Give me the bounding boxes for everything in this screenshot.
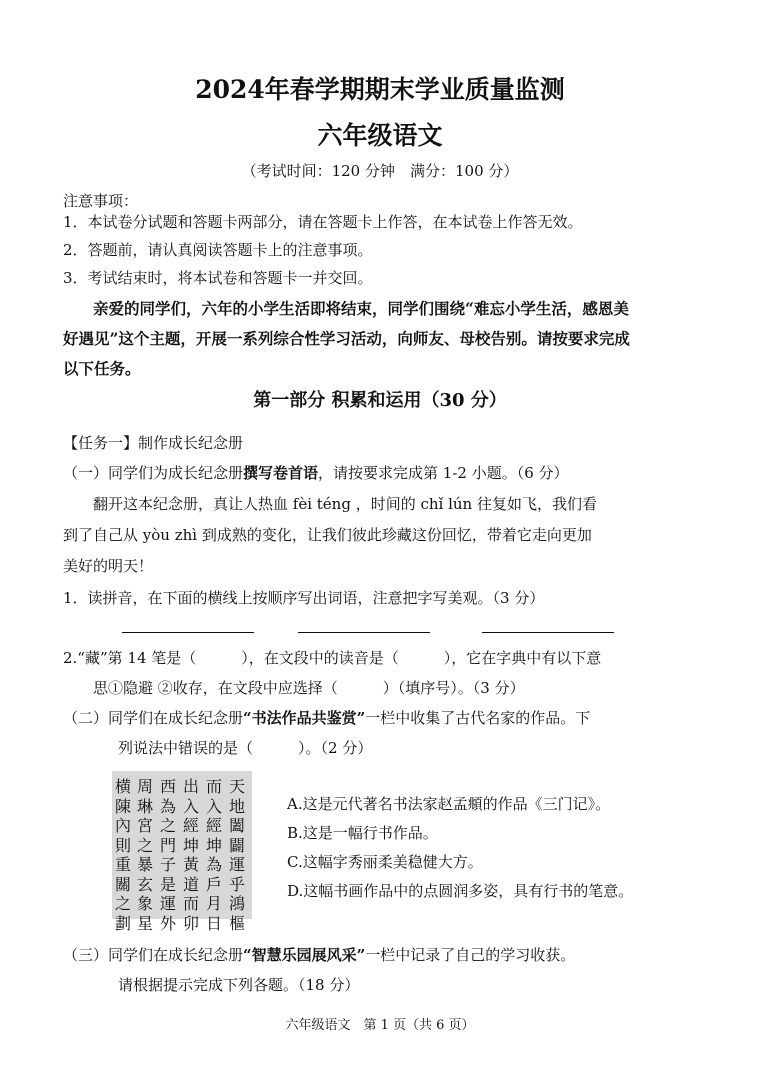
note-item: 1．本试卷分试题和答题卡两部分，请在答题卡上作答，在本试卷上作答无效。 bbox=[63, 213, 583, 231]
calligraphy-column: 西為之門子是運外 bbox=[159, 777, 176, 933]
page-footer: 六年级语文 第 1 页（共 6 页） bbox=[285, 1018, 475, 1033]
passage-line: 到了自己从 yòu zhì 到成熟的变化，让我们彼此珍藏这份回忆，带着它走向更加 bbox=[63, 526, 592, 544]
prompt-text: （一）同学们为成长纪念册 bbox=[63, 464, 244, 482]
passage-line: 美好的明天！ bbox=[63, 557, 154, 575]
prompt-emphasis: “智慧乐园展风采” bbox=[243, 946, 366, 964]
note-item: 2．答题前，请认真阅读答题卡上的注意事项。 bbox=[63, 241, 373, 259]
note-item: 3．考试结束时，将本试卷和答题卡一并交回。 bbox=[63, 269, 373, 287]
prompt-text: （三）同学们在成长纪念册 bbox=[63, 946, 244, 964]
answer-blank-1[interactable] bbox=[122, 632, 254, 633]
section-title: 第一部分 积累和运用（30 分） bbox=[253, 390, 507, 411]
intro-line: 以下任务。 bbox=[63, 359, 141, 378]
exam-info: （考试时间：120 分钟 满分：100 分） bbox=[241, 162, 519, 180]
exam-title: 2024年春学期期末学业质量监测 bbox=[195, 75, 565, 104]
prompt-text: 一栏中收集了古代名家的作品。下 bbox=[365, 709, 591, 727]
calligraphy-column: 而入經坤為戶月日 bbox=[205, 777, 222, 933]
question-2-line: 2.“藏”第 14 笔是（ ），在文段中的读音是（ ），它在字典中有以下意 bbox=[63, 649, 602, 667]
task1-heading: 【任务一】制作成长纪念册 bbox=[63, 434, 244, 452]
answer-blank-3[interactable] bbox=[482, 632, 614, 633]
prompt-emphasis: “书法作品共鉴赏” bbox=[243, 709, 366, 727]
calligraphy-column: 出入經坤黃道而卯 bbox=[182, 777, 199, 933]
answer-blank-2[interactable] bbox=[298, 632, 430, 633]
prompt-text: ，请按要求完成第 1-2 小题。（6 分） bbox=[318, 464, 569, 482]
notes-heading: 注意事项： bbox=[63, 192, 139, 210]
option-a[interactable]: A.这是元代著名书法家赵孟頫的作品《三门记》。 bbox=[287, 795, 611, 813]
prompt-text: （二）同学们在成长纪念册 bbox=[63, 709, 244, 727]
task1-part2-prompt-line2: 列说法中错误的是（ ）。（2 分） bbox=[118, 739, 373, 757]
option-c[interactable]: C.这幅字秀丽柔美稳健大方。 bbox=[287, 853, 483, 871]
task1-part3-prompt-line2: 请根据提示完成下列各题。（18 分） bbox=[118, 976, 360, 994]
intro-line: 亲爱的同学们，六年的小学生活即将结束，同学们围绕“难忘小学生活，感恩美 bbox=[93, 299, 629, 318]
option-d[interactable]: D.这幅书画作品中的点圆润多姿，具有行书的笔意。 bbox=[287, 882, 634, 900]
intro-line: 好遇见”这个主题，开展一系列综合性学习活动，向师友、母校告别。请按要求完成 bbox=[63, 329, 630, 348]
task1-part2-prompt bbox=[63, 707, 590, 728]
exam-subtitle: 六年级语文 bbox=[317, 121, 443, 150]
calligraphy-image bbox=[112, 771, 252, 933]
prompt-text: 一栏中记录了自己的学习收获。 bbox=[365, 946, 576, 964]
task1-part1-prompt bbox=[63, 462, 569, 483]
calligraphy-column: 天地闔闢運乎鴻樞 bbox=[228, 777, 245, 933]
task1-part3-prompt bbox=[63, 944, 575, 965]
calligraphy-column: 横陳內則重關之劃 bbox=[114, 777, 131, 933]
calligraphy-column: 周琳宮之暴玄象星 bbox=[136, 777, 153, 933]
option-b[interactable]: B.这是一幅行书作品。 bbox=[287, 824, 438, 842]
prompt-emphasis: 撰写卷首语 bbox=[243, 464, 319, 482]
question-1: 1．读拼音，在下面的横线上按顺序写出词语，注意把字写美观。（3 分） bbox=[63, 589, 545, 607]
question-2-line: 思①隐避 ②收存，在文段中应选择（ ）（填序号）。（3 分） bbox=[93, 679, 525, 697]
passage-line: 翻开这本纪念册，真让人热血 fèi téng ，时间的 chǐ lún 往复如飞，我们看 bbox=[93, 495, 597, 513]
